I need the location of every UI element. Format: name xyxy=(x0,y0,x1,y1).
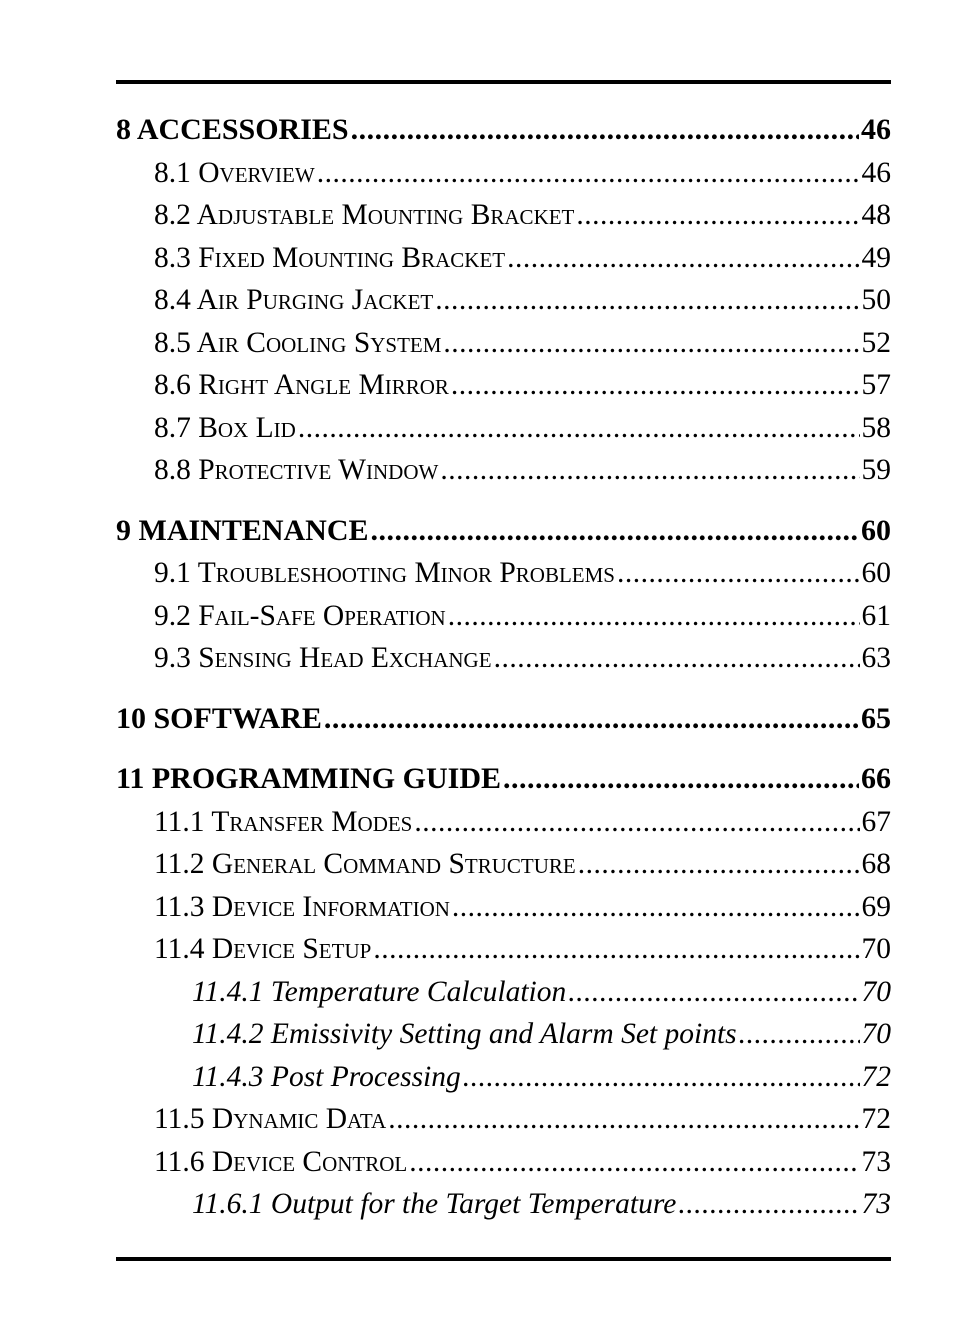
toc-page-number: 72 xyxy=(861,1103,891,1135)
toc-page-number: 70 xyxy=(861,933,891,965)
toc-title: 8.7 Box Lid xyxy=(154,411,296,444)
toc-page-number: 66 xyxy=(861,762,891,795)
leader-dots xyxy=(298,407,860,450)
toc-entry-11-6[interactable] xyxy=(116,1141,891,1184)
toc-entry-9-2[interactable] xyxy=(116,595,891,638)
leader-dots xyxy=(317,152,860,195)
toc-title: 8.2 Adjustable Mounting Bracket xyxy=(154,199,575,231)
toc-page-number: 73 xyxy=(861,1188,891,1220)
toc-title: 8.3 Fixed Mounting Bracket xyxy=(154,241,506,274)
toc-title: 11.4.1 Temperature Calculation xyxy=(192,975,567,1008)
toc-page-number: 59 xyxy=(861,454,891,486)
toc-page-number: 60 xyxy=(861,513,891,547)
toc-page-number: 72 xyxy=(861,1060,891,1093)
leader-dots xyxy=(578,843,860,886)
toc-title: 11.5 Dynamic Data xyxy=(154,1103,387,1135)
leader-dots xyxy=(452,886,860,929)
toc-entry-11[interactable] xyxy=(116,758,891,801)
toc-page-number: 48 xyxy=(861,199,891,231)
toc-entry-8[interactable] xyxy=(116,109,891,152)
toc-entry-9-3[interactable] xyxy=(116,637,891,680)
toc-entry-11-4-1[interactable] xyxy=(116,971,891,1014)
toc-title: 8.4 Air Purging Jacket xyxy=(154,284,434,316)
leader-dots xyxy=(494,637,860,680)
toc-title: 8 ACCESSORIES xyxy=(116,113,349,146)
toc-title: 11.6 Device Control xyxy=(154,1145,408,1178)
toc-title: 11.6.1 Output for the Target Temperature xyxy=(192,1188,677,1220)
leader-dots xyxy=(568,971,859,1014)
toc-page-number: 58 xyxy=(861,411,891,444)
toc-title: 11.3 Device Information xyxy=(154,890,450,923)
toc-title: 11.4.3 Post Processing xyxy=(192,1060,461,1093)
toc-entry-8-2[interactable] xyxy=(116,194,891,237)
toc-page-number: 50 xyxy=(861,284,891,316)
toc-page-number: 70 xyxy=(861,1018,891,1050)
toc-title: 8.8 Protective Window xyxy=(154,454,439,486)
toc-entry-11-4-3[interactable] xyxy=(116,1056,891,1099)
toc-entry-8-6[interactable] xyxy=(116,364,891,407)
toc-entry-9[interactable] xyxy=(116,510,891,553)
toc-title: 8.5 Air Cooling System xyxy=(154,326,442,359)
toc-title: 11.2 General Command Structure xyxy=(154,848,576,880)
leader-dots xyxy=(409,1141,859,1184)
leader-dots xyxy=(443,322,859,365)
toc-title: 9.1 Troubleshooting Minor Problems xyxy=(154,557,615,589)
leader-dots xyxy=(507,237,859,280)
toc-entry-8-4[interactable] xyxy=(116,279,891,322)
toc-title: 11 PROGRAMMING GUIDE xyxy=(116,762,501,795)
leader-dots xyxy=(448,595,860,638)
leader-dots xyxy=(435,279,859,322)
toc-page-number: 52 xyxy=(861,326,891,359)
toc-entry-11-4-2[interactable] xyxy=(116,1013,891,1056)
toc-entry-8-3[interactable] xyxy=(116,237,891,280)
leader-dots xyxy=(371,510,859,553)
toc-page-number: 73 xyxy=(861,1145,891,1178)
toc-title: 11.4.2 Emissivity Setting and Alarm Set points xyxy=(192,1018,737,1050)
toc-page-number: 60 xyxy=(861,557,891,589)
leader-dots xyxy=(373,928,859,971)
leader-dots xyxy=(440,449,859,492)
toc-page-number: 68 xyxy=(861,848,891,880)
leader-dots xyxy=(351,109,859,152)
toc-entry-8-1[interactable] xyxy=(116,152,891,195)
leader-dots xyxy=(324,698,859,741)
toc-page-number: 57 xyxy=(861,369,891,401)
toc-page-number: 61 xyxy=(861,599,891,632)
top-rule xyxy=(116,80,891,84)
toc-page-number: 67 xyxy=(861,805,891,838)
toc-title: 11.1 Transfer Modes xyxy=(154,805,413,838)
toc-entry-11-3[interactable] xyxy=(116,886,891,929)
leader-dots xyxy=(388,1098,859,1141)
leader-dots xyxy=(414,801,859,844)
toc-title: 9.3 Sensing Head Exchange xyxy=(154,642,492,674)
toc-title: 9 MAINTENANCE xyxy=(116,513,369,547)
toc-title: 11.4 Device Setup xyxy=(154,933,372,965)
toc-title: 10 SOFTWARE xyxy=(116,701,322,735)
toc-page-number: 49 xyxy=(861,241,891,274)
toc-title: 8.6 Right Angle Mirror xyxy=(154,369,449,401)
leader-dots xyxy=(576,194,859,237)
toc-entry-11-1[interactable] xyxy=(116,801,891,844)
leader-dots xyxy=(503,758,859,801)
leader-dots xyxy=(463,1056,860,1099)
toc-entry-11-2[interactable] xyxy=(116,843,891,886)
leader-dots xyxy=(617,552,860,595)
leader-dots xyxy=(739,1013,860,1056)
toc-page-number: 63 xyxy=(861,642,891,674)
toc-entry-11-4[interactable] xyxy=(116,928,891,971)
leader-dots xyxy=(451,364,860,407)
toc-entry-8-5[interactable] xyxy=(116,322,891,365)
toc-page-number: 46 xyxy=(861,156,891,189)
toc-entry-11-5[interactable] xyxy=(116,1098,891,1141)
toc-entry-8-8[interactable] xyxy=(116,449,891,492)
toc-page-number: 70 xyxy=(861,975,891,1008)
toc-entry-10[interactable] xyxy=(116,698,891,741)
toc-page-number: 46 xyxy=(861,113,891,146)
toc-entry-9-1[interactable] xyxy=(116,552,891,595)
bottom-rule xyxy=(116,1257,891,1261)
table-of-contents xyxy=(116,109,891,1226)
toc-entry-11-6-1[interactable] xyxy=(116,1183,891,1226)
toc-title: 8.1 Overview xyxy=(154,156,315,189)
toc-title: 9.2 Fail-Safe Operation xyxy=(154,599,446,632)
toc-page-number: 65 xyxy=(861,701,891,735)
leader-dots xyxy=(678,1183,859,1226)
toc-page-number: 69 xyxy=(861,890,891,923)
toc-entry-8-7[interactable] xyxy=(116,407,891,450)
